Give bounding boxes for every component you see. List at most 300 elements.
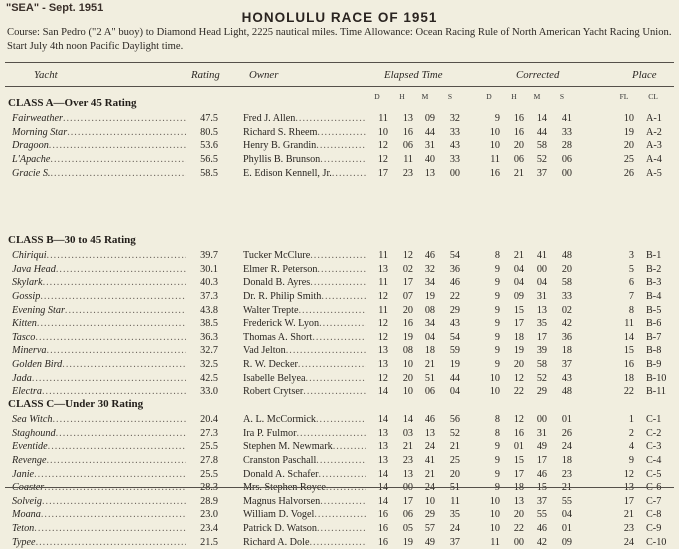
elapsed-minutes: 51 (424, 372, 435, 384)
corrected-hours: 18 (513, 331, 524, 343)
elapsed-minutes: 40 (424, 153, 435, 165)
corrected-hours: 20 (513, 140, 524, 152)
fleet-place: 7 (628, 290, 634, 302)
elapsed-minutes: 34 (424, 277, 435, 289)
table-row (0, 386, 679, 398)
corrected-hours: 12 (513, 372, 524, 384)
owner-name: Patrick D. Watson ..... (243, 523, 366, 535)
yacht-name: Morning Star ..... (12, 127, 186, 139)
elapsed-seconds: 52 (449, 427, 460, 439)
corrected-minutes: 44 (536, 126, 547, 138)
corrected-hours: 20 (513, 359, 524, 370)
fleet-place: 15 (623, 345, 634, 357)
yacht-name: Java Head ..... (12, 264, 186, 276)
owner-name: Robert Crytser ..... (243, 386, 366, 398)
elapsed-days: 14 (377, 386, 388, 398)
elapsed-days: 13 (377, 345, 388, 357)
elapsed-seconds: 46 (449, 277, 460, 289)
table-row (0, 482, 679, 494)
elapsed-minutes: 49 (424, 536, 435, 548)
rating-value: 43.8 (200, 304, 218, 316)
corrected-minutes: 15 (536, 482, 547, 494)
table-row (0, 127, 679, 139)
yacht-name: Sea Witch ..... (12, 414, 186, 426)
fleet-place: 21 (623, 509, 634, 521)
class-place: B-10 (646, 372, 667, 384)
elapsed-days: 12 (377, 153, 388, 165)
rating-value: 21.5 (200, 536, 218, 548)
elapsed-days: 13 (377, 441, 388, 453)
elapsed-hours: 21 (402, 441, 413, 453)
yacht-name: Staghound ..... (12, 428, 186, 440)
owner-name: Isabelle Belyea ..... (243, 373, 366, 385)
source-tag: "SEA" - Sept. 1951 (6, 2, 104, 14)
corrected-hours: 00 (513, 536, 524, 548)
corrected-days: 9 (494, 441, 500, 453)
elapsed-hours: 11 (403, 153, 413, 165)
corrected-hours: 04 (513, 277, 524, 289)
elapsed-days: 12 (377, 140, 388, 152)
corrected-minutes: 13 (536, 304, 547, 316)
class-place: A-5 (646, 167, 662, 179)
corrected-seconds: 33 (561, 290, 572, 302)
table-row (0, 168, 679, 180)
rating-value: 40.3 (200, 277, 218, 289)
elapsed-hours: 16 (402, 126, 413, 138)
corrected-seconds: 23 (561, 468, 572, 480)
table-row (0, 469, 679, 481)
corrected-days: 9 (494, 263, 500, 275)
elapsed-days: 14 (377, 468, 388, 480)
owner-name: Donald B. Ayres ..... (243, 277, 366, 289)
corrected-seconds: 48 (561, 250, 572, 261)
corrected-minutes: 37 (536, 495, 547, 507)
elapsed-days: 12 (377, 331, 388, 343)
corrected-hours: 21 (513, 167, 524, 179)
corrected-days: 16 (489, 167, 500, 179)
class-place: C-5 (646, 468, 662, 480)
corrected-days: 10 (489, 126, 500, 138)
corrected-seconds: 18 (561, 345, 572, 357)
corrected-days: 9 (494, 359, 500, 370)
rating-value: 58.5 (200, 167, 218, 179)
owner-name: Tucker McClure ..... (243, 250, 366, 262)
class-place: B-2 (646, 263, 662, 275)
class-place: B-9 (646, 359, 662, 370)
elapsed-hours: 10 (402, 386, 413, 398)
corrected-seconds: 28 (561, 140, 572, 152)
table-row (0, 264, 679, 276)
corrected-seconds: 06 (561, 153, 572, 165)
table-row (0, 441, 679, 453)
corrected-minutes: 42 (536, 536, 547, 548)
corrected-minutes: 46 (536, 468, 547, 480)
corrected-seconds: 48 (561, 386, 572, 398)
owner-name: Donald A. Schafer ..... (243, 469, 366, 481)
table-row (0, 523, 679, 535)
corrected-days: 10 (489, 523, 500, 534)
fleet-place: 18 (623, 372, 634, 384)
owner-name: R. W. Decker ..... (243, 359, 366, 371)
rating-value: 80.5 (200, 126, 218, 138)
course-description: Course: San Pedro ("2 A" buoy) to Diamond Head Light, 2225 nautical miles. Time Allowance: Ocean Racing Rule of North American Yacht Racing Union. Start July 4th noon Pacific Daylight time. (7, 27, 672, 52)
yacht-name: Gracie S. ..... (12, 168, 186, 180)
corrected-seconds: 58 (561, 277, 572, 289)
corrected-seconds: 26 (561, 427, 572, 439)
yacht-name: Gossip ..... (12, 291, 186, 303)
elapsed-hours: 06 (402, 140, 413, 152)
elapsed-minutes: 19 (424, 290, 435, 302)
yacht-name: Evening Star ..... (12, 305, 186, 317)
elapsed-hours: 20 (402, 304, 413, 316)
elapsed-seconds: 29 (449, 304, 460, 316)
corrected-minutes: 17 (536, 331, 547, 343)
elapsed-days: 11 (378, 113, 388, 124)
fleet-place: 25 (623, 153, 634, 165)
elapsed-hours: 23 (402, 167, 413, 179)
fleet-place: 26 (623, 167, 634, 179)
fleet-place: 23 (623, 523, 634, 534)
table-row (0, 154, 679, 166)
corrected-minutes: 35 (536, 318, 547, 330)
subheader-corrected-hours: H (511, 92, 517, 101)
corrected-hours: 12 (513, 414, 524, 425)
elapsed-minutes: 06 (424, 386, 435, 398)
owner-name: Dr. R. Philip Smith ..... (243, 291, 366, 303)
header-yacht: Yacht (34, 69, 58, 81)
yacht-name: Skylark ..... (12, 277, 186, 289)
elapsed-days: 14 (377, 414, 388, 425)
corrected-seconds: 04 (561, 509, 572, 521)
owner-name: Ira P. Fulmor ..... (243, 428, 366, 440)
subheader-elapsed-seconds: S (447, 92, 453, 101)
corrected-days: 9 (494, 331, 500, 343)
corrected-seconds: 24 (561, 441, 572, 453)
table-row (0, 359, 679, 371)
table-row (0, 537, 679, 549)
elapsed-hours: 19 (402, 331, 413, 343)
corrected-hours: 22 (513, 386, 524, 398)
elapsed-seconds: 19 (449, 359, 460, 370)
yacht-name: Typee ..... (12, 537, 186, 549)
corrected-hours: 04 (513, 263, 524, 275)
elapsed-minutes: 18 (424, 345, 435, 357)
corrected-days: 9 (494, 318, 500, 330)
rating-value: 53.6 (200, 140, 218, 152)
table-row (0, 250, 679, 262)
corrected-days: 9 (494, 345, 500, 357)
elapsed-seconds: 44 (449, 372, 460, 384)
elapsed-days: 12 (377, 318, 388, 330)
corrected-days: 10 (489, 495, 500, 507)
class-place: B-11 (646, 386, 666, 398)
table-row (0, 496, 679, 508)
fleet-place: 9 (628, 454, 634, 466)
elapsed-days: 14 (377, 482, 388, 494)
corrected-hours: 15 (513, 304, 524, 316)
corrected-minutes: 31 (536, 290, 547, 302)
fleet-place: 20 (623, 140, 634, 152)
corrected-days: 11 (490, 536, 500, 548)
corrected-hours: 15 (513, 454, 524, 466)
corrected-hours: 19 (513, 345, 524, 357)
subheader-corrected-minutes: M (533, 92, 541, 101)
corrected-minutes: 29 (536, 386, 547, 398)
yacht-name: Minerva ..... (12, 345, 186, 357)
elapsed-seconds: 32 (449, 113, 460, 124)
elapsed-seconds: 00 (449, 167, 460, 179)
owner-name: Elmer R. Peterson ..... (243, 264, 366, 276)
elapsed-seconds: 21 (449, 441, 460, 453)
elapsed-days: 16 (377, 509, 388, 521)
class-place: C-2 (646, 427, 662, 439)
yacht-name: Revenge ..... (12, 455, 186, 467)
corrected-hours: 16 (513, 113, 524, 124)
fleet-place: 17 (623, 495, 634, 507)
table-row (0, 428, 679, 440)
table-row (0, 332, 679, 344)
yacht-name: Golden Bird ..... (12, 359, 186, 371)
owner-name: Phyllis B. Brunson ..... (243, 154, 366, 166)
class-place: A-4 (646, 153, 662, 165)
rating-value: 30.1 (200, 263, 218, 275)
class-place: B-3 (646, 277, 662, 289)
elapsed-hours: 14 (402, 414, 413, 425)
corrected-hours: 01 (513, 441, 524, 453)
corrected-seconds: 20 (561, 263, 572, 275)
fleet-place: 16 (623, 359, 634, 370)
table-row (0, 113, 679, 125)
corrected-days: 8 (494, 250, 500, 261)
rating-value: 28.3 (200, 482, 218, 494)
elapsed-days: 12 (377, 372, 388, 384)
class-heading: CLASS C—Under 30 Rating (8, 398, 144, 410)
corrected-seconds: 18 (561, 454, 572, 466)
subheader-elapsed-hours: H (399, 92, 405, 101)
header-corrected: Corrected (516, 69, 560, 81)
corrected-seconds: 37 (561, 359, 572, 370)
corrected-minutes: 52 (536, 372, 547, 384)
elapsed-seconds: 59 (449, 345, 460, 357)
owner-name: Cranston Paschall ..... (243, 455, 366, 467)
header-elapsed-time: Elapsed Time (384, 69, 443, 81)
rating-value: 37.3 (200, 290, 218, 302)
elapsed-seconds: 54 (449, 331, 460, 343)
elapsed-seconds: 36 (449, 263, 460, 275)
corrected-seconds: 09 (561, 536, 572, 548)
corrected-days: 9 (494, 454, 500, 466)
elapsed-days: 13 (377, 263, 388, 275)
elapsed-days: 13 (377, 427, 388, 439)
elapsed-minutes: 13 (424, 427, 435, 439)
corrected-minutes: 41 (536, 250, 547, 261)
header-owner: Owner (249, 69, 279, 81)
corrected-hours: 22 (513, 523, 524, 534)
yacht-name: Tasco ..... (12, 332, 186, 344)
rating-value: 23.0 (200, 509, 218, 521)
fleet-place: 2 (628, 427, 634, 439)
corrected-seconds: 21 (561, 482, 572, 494)
rating-value: 28.9 (200, 495, 218, 507)
corrected-days: 9 (494, 113, 500, 124)
elapsed-seconds: 33 (449, 126, 460, 138)
fleet-place: 4 (628, 441, 634, 453)
elapsed-seconds: 33 (449, 153, 460, 165)
class-place: B-5 (646, 304, 662, 316)
table-row (0, 455, 679, 467)
elapsed-seconds: 04 (449, 386, 460, 398)
corrected-days: 10 (489, 140, 500, 152)
fleet-place: 12 (623, 468, 634, 480)
elapsed-hours: 08 (402, 345, 413, 357)
fleet-place: 24 (623, 536, 634, 548)
yacht-name: Dragoon ..... (12, 140, 186, 152)
subheader-corrected-seconds: S (559, 92, 565, 101)
yacht-name: Kitten ..... (12, 318, 186, 330)
owner-name: Mrs. Stephen Royce ..... (243, 482, 366, 494)
elapsed-days: 10 (377, 126, 388, 138)
corrected-minutes: 39 (536, 345, 547, 357)
corrected-seconds: 43 (561, 372, 572, 384)
corrected-hours: 16 (513, 126, 524, 138)
corrected-seconds: 36 (561, 331, 572, 343)
rating-value: 38.5 (200, 318, 218, 330)
elapsed-minutes: 41 (424, 454, 435, 466)
corrected-minutes: 31 (536, 427, 547, 439)
elapsed-minutes: 10 (424, 495, 435, 507)
yacht-name: Coaster ..... (12, 482, 186, 494)
table-row (0, 318, 679, 330)
corrected-days: 10 (489, 509, 500, 521)
table-row (0, 373, 679, 385)
elapsed-seconds: 37 (449, 536, 460, 548)
elapsed-minutes: 57 (424, 523, 435, 534)
fleet-place: 8 (628, 304, 634, 316)
owner-name: E. Edison Kennell, Jr. ..... (243, 168, 366, 180)
class-place: C-8 (646, 509, 662, 521)
yacht-name: Chiriqui ..... (12, 250, 186, 262)
elapsed-minutes: 46 (424, 414, 435, 425)
subheader-class-place: CL (648, 92, 658, 101)
header-top-rule (5, 62, 674, 63)
yacht-name: Electra ..... (12, 386, 186, 398)
subheader-fleet-place: FL (619, 92, 629, 101)
rating-value: 20.4 (200, 414, 218, 425)
class-place: A-3 (646, 140, 662, 152)
class-place: B-7 (646, 331, 662, 343)
owner-name: Richard S. Rheem ..... (243, 127, 366, 139)
owner-name: Stephen M. Newmark ..... (243, 441, 366, 453)
rating-value: 25.5 (200, 468, 218, 480)
corrected-seconds: 55 (561, 495, 572, 507)
elapsed-hours: 16 (402, 318, 413, 330)
corrected-minutes: 04 (536, 277, 547, 289)
yacht-name: L'Apache ..... (12, 154, 186, 166)
corrected-minutes: 17 (536, 454, 547, 466)
corrected-days: 8 (494, 427, 500, 439)
fleet-place: 19 (623, 126, 634, 138)
rating-value: 32.7 (200, 345, 218, 357)
class-place: C-1 (646, 414, 662, 425)
elapsed-days: 16 (377, 523, 388, 534)
owner-name: Magnus Halvorsen ..... (243, 496, 366, 508)
corrected-hours: 13 (513, 495, 524, 507)
class-place: C-4 (646, 454, 662, 466)
corrected-hours: 16 (513, 427, 524, 439)
elapsed-days: 16 (377, 536, 388, 548)
class-place: A-1 (646, 113, 662, 124)
class-heading: CLASS B—30 to 45 Rating (8, 234, 136, 246)
elapsed-seconds: 11 (450, 495, 460, 507)
corrected-seconds: 42 (561, 318, 572, 330)
corrected-hours: 17 (513, 318, 524, 330)
class-place: C-6 (646, 482, 662, 494)
elapsed-seconds: 43 (449, 140, 460, 152)
fleet-place: 3 (628, 250, 634, 261)
elapsed-seconds: 51 (449, 482, 460, 494)
elapsed-minutes: 44 (424, 126, 435, 138)
corrected-minutes: 58 (536, 359, 547, 370)
yacht-name: Teton ..... (12, 523, 186, 535)
owner-name: Walter Trepte ..... (243, 305, 366, 317)
table-row (0, 414, 679, 426)
class-place: B-1 (646, 250, 662, 261)
elapsed-days: 11 (378, 250, 388, 261)
elapsed-days: 14 (377, 495, 388, 507)
corrected-days: 9 (494, 290, 500, 302)
yacht-name: Janie ..... (12, 469, 186, 481)
elapsed-hours: 03 (402, 427, 413, 439)
corrected-hours: 21 (513, 250, 524, 261)
elapsed-minutes: 04 (424, 331, 435, 343)
corrected-minutes: 37 (536, 167, 547, 179)
owner-name: Vad Jelton ..... (243, 345, 366, 357)
fleet-place: 11 (624, 318, 634, 330)
elapsed-minutes: 21 (424, 468, 435, 480)
class-place: C-10 (646, 536, 667, 548)
corrected-days: 9 (494, 277, 500, 289)
header-place: Place (632, 69, 657, 81)
elapsed-seconds: 20 (449, 468, 460, 480)
elapsed-days: 11 (378, 304, 388, 316)
table-row (0, 291, 679, 303)
corrected-days: 11 (490, 153, 500, 165)
elapsed-seconds: 25 (449, 454, 460, 466)
class-place: B-8 (646, 345, 662, 357)
yacht-name: Eventide ..... (12, 441, 186, 453)
elapsed-days: 11 (378, 277, 388, 289)
elapsed-hours: 02 (402, 263, 413, 275)
subheader-corrected-days: D (486, 92, 492, 101)
elapsed-minutes: 24 (424, 441, 435, 453)
elapsed-hours: 17 (402, 495, 413, 507)
elapsed-hours: 13 (402, 468, 413, 480)
elapsed-minutes: 09 (424, 113, 435, 124)
fleet-place: 6 (628, 277, 634, 289)
class-place: C-7 (646, 495, 662, 507)
corrected-hours: 06 (513, 153, 524, 165)
fleet-place: 14 (623, 331, 634, 343)
class-place: B-6 (646, 318, 662, 330)
owner-name: Henry B. Grandin ..... (243, 140, 366, 152)
corrected-days: 9 (494, 482, 500, 494)
yacht-name: Fairweather ..... (12, 113, 186, 125)
elapsed-hours: 17 (402, 277, 413, 289)
elapsed-hours: 10 (402, 359, 413, 370)
owner-name: Thomas A. Short ..... (243, 332, 366, 344)
elapsed-minutes: 34 (424, 318, 435, 330)
elapsed-seconds: 22 (449, 290, 460, 302)
